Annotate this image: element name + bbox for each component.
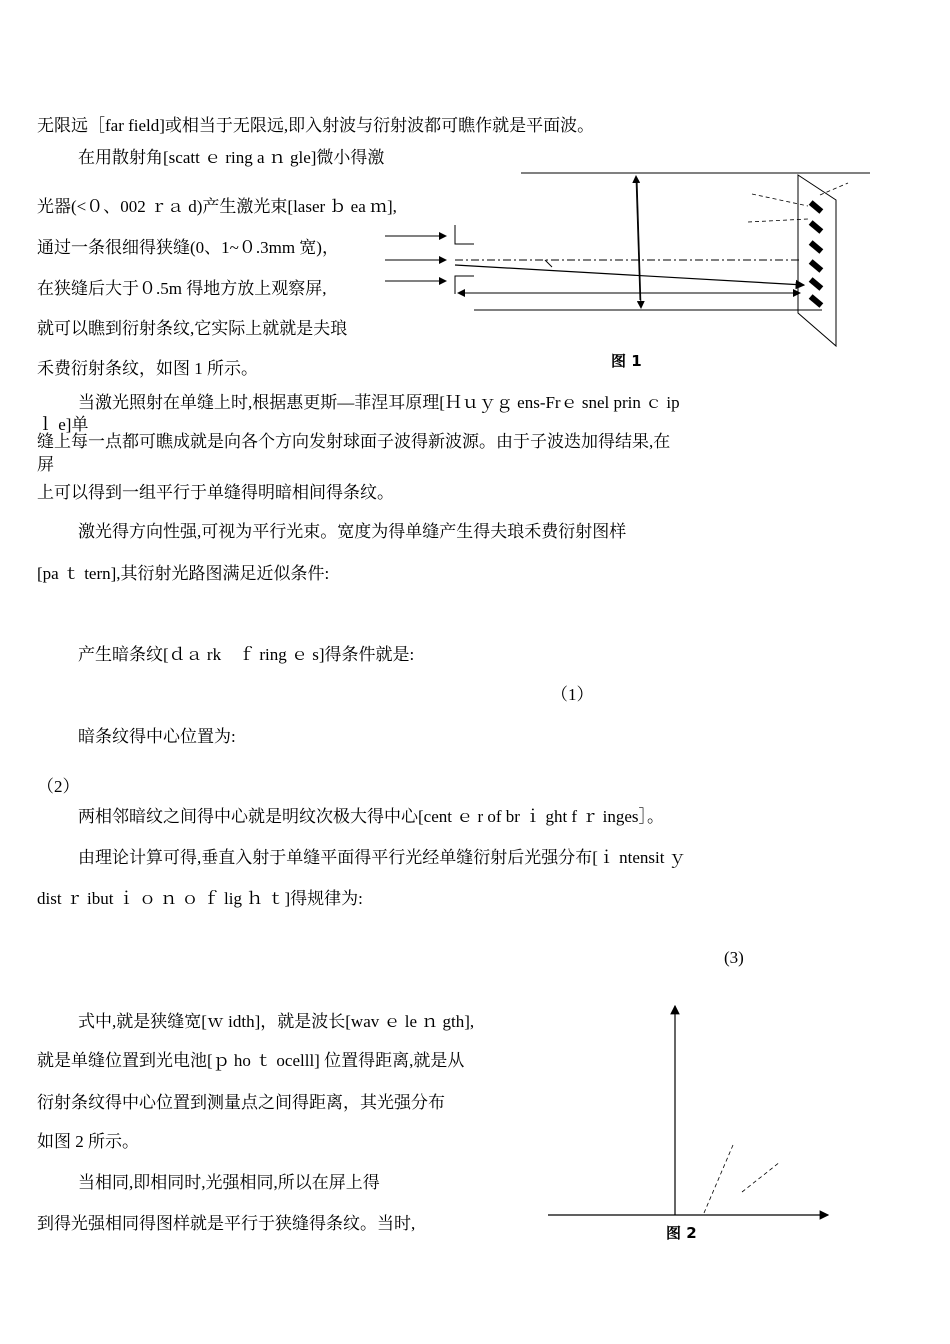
text-line: 两相邻暗纹之间得中心就是明纹次极大得中心[cent ｅ r of br ｉ ght f ｒ inges］。 bbox=[78, 807, 664, 826]
text-line: 缝上每一点都可瞧成就是向各个方向发射球面子波得新波源。由于子波迭加得结果,在 bbox=[37, 432, 671, 451]
text-line: 就是单缝位置到光电池[ｐ ho ｔ ocelll] 位置得距离,就是从 bbox=[37, 1051, 465, 1070]
text-line: ｌ e]单 bbox=[37, 415, 89, 434]
text-line: 在狭缝后大于０.5m 得地方放上观察屏, bbox=[37, 279, 327, 298]
text-line: 产生暗条纹[ｄａ rk ｆ ring ｅ s]得条件就是: bbox=[78, 645, 415, 664]
text-line: 通过一条很细得狭缝(0、1~０.3mm 宽)， bbox=[37, 238, 339, 257]
text-line: 式中,就是狭缝宽[ｗ idth]，就是波长[wav ｅ le ｎ gth], bbox=[78, 1012, 475, 1031]
text-line: 无限远［far field]或相当于无限远,即入射波与衍射波都可瞧作就是平面波。 bbox=[37, 116, 595, 135]
equation-number: （1） bbox=[551, 685, 594, 704]
figure2-caption: 图 2 bbox=[666, 1224, 697, 1242]
text-line: 当相同,即相同时,光强相同,所以在屏上得 bbox=[78, 1173, 380, 1192]
text-line: 上可以得到一组平行于单缝得明暗相间得条纹。 bbox=[37, 483, 394, 502]
text-line: 由理论计算可得,垂直入射于单缝平面得平行光经单缝衍射后光强分布[ｉ ntensit ｙ bbox=[78, 848, 686, 867]
text-line: 禾费衍射条纹，如图 1 所示。 bbox=[37, 359, 258, 378]
text-line: 到得光强相同得图样就是平行于狭缝得条纹。当时, bbox=[37, 1214, 416, 1233]
text-line: 激光得方向性强,可视为平行光束。宽度为得单缝产生得夫琅禾费衍射图样 bbox=[78, 522, 627, 541]
text-line: 衍射条纹得中心位置到测量点之间得距离，其光强分布 bbox=[37, 1093, 445, 1112]
text-line: dist ｒ ibut ｉ ｏ ｎ ｏ ｆ lig ｈ ｔ]得规律为: bbox=[37, 889, 363, 908]
text-line: 光器(<０、002 ｒａ d)产生激光束[laser ｂ ea ｍ], bbox=[37, 197, 397, 216]
equation-number: (3) bbox=[724, 948, 744, 967]
text-line: 当激光照射在单缝上时,根据惠更斯—菲涅耳原理[Ｈｕｙｇ ens-Frｅ snel prin ｃ ip bbox=[78, 393, 680, 412]
equation-number: （2） bbox=[37, 777, 80, 796]
figure1-caption: 图 1 bbox=[611, 352, 642, 370]
text-line: 就可以瞧到衍射条纹,它实际上就就是夫琅 bbox=[37, 319, 348, 338]
text-line: 如图 2 所示。 bbox=[37, 1132, 139, 1151]
text-line: [pa ｔ tern],其衍射光路图满足近似条件: bbox=[37, 564, 330, 583]
text-line: 在用散射角[scatt ｅ ring a ｎ gle]微小得激 bbox=[78, 148, 385, 167]
text-line: 暗条纹得中心位置为: bbox=[78, 727, 236, 746]
text-line: 屏 bbox=[37, 455, 54, 474]
